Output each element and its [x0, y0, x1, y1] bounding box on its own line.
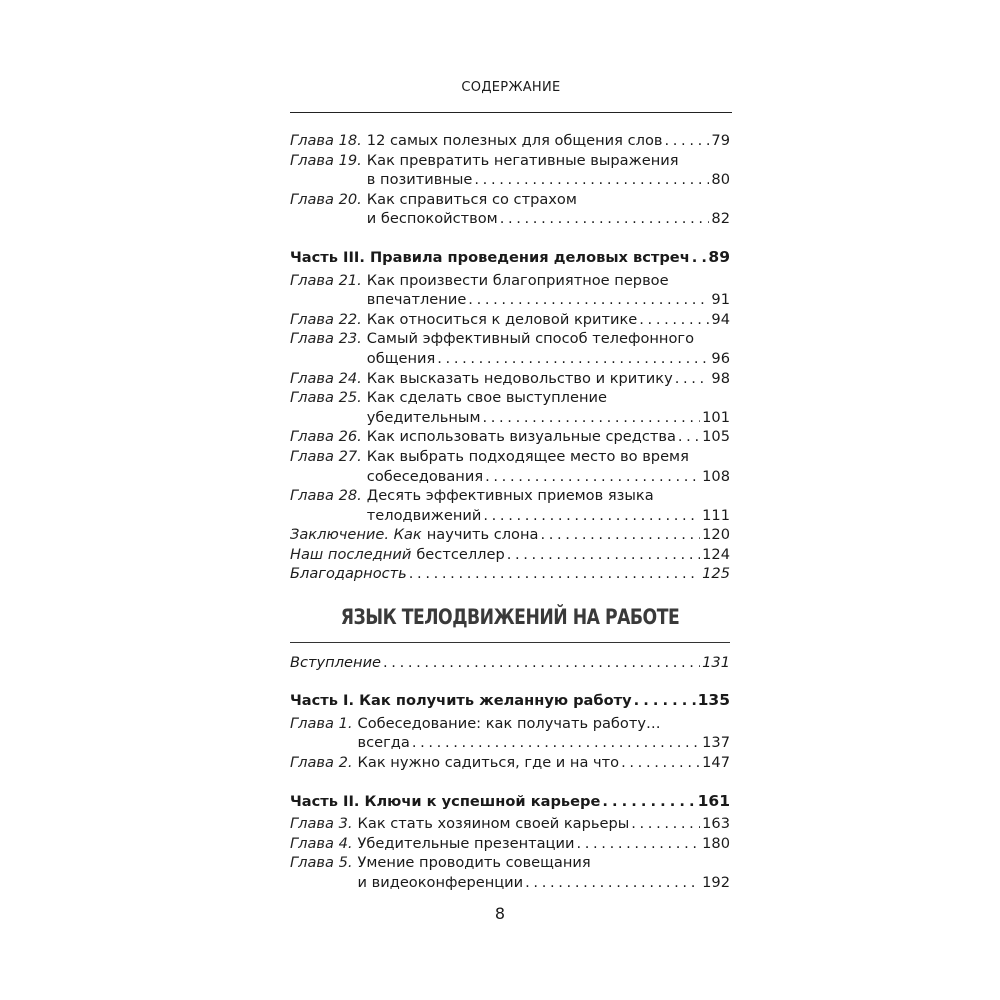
chapter-label: Наш последний — [290, 545, 412, 563]
toc-entry[interactable] — [290, 447, 730, 486]
header-rule — [290, 112, 732, 113]
toc-entry[interactable] — [290, 190, 730, 229]
toc-entry[interactable] — [290, 753, 730, 773]
leader-dots — [602, 792, 695, 812]
chapter-label: Глава 18. — [290, 132, 362, 149]
leader-dots — [540, 525, 700, 545]
chapter-label: Глава 21. — [290, 271, 362, 289]
chapter-label: Глава 25. — [290, 389, 362, 407]
page-ref: 94 — [711, 310, 730, 328]
running-header: СОДЕРЖАНИЕ — [461, 80, 561, 95]
page-ref: 89 — [708, 247, 730, 266]
entry-text: Убедительные презентации — [357, 834, 575, 852]
page-ref: 192 — [702, 874, 730, 891]
page-ref: 163 — [702, 815, 730, 833]
title-rule — [290, 642, 730, 643]
toc-entry[interactable] — [290, 151, 730, 190]
leader-dots — [409, 564, 700, 584]
toc-part-2[interactable] — [290, 792, 730, 812]
entry-text: Как относиться к деловой критике — [366, 310, 638, 328]
toc-part-3[interactable] — [290, 248, 730, 268]
book-title: ЯЗЫК ТЕЛОДВИЖЕНИЙ НА РАБОТЕ — [340, 605, 680, 630]
toc-entry[interactable] — [290, 564, 730, 584]
entry-text: Как превратить негативные выражения — [366, 151, 679, 169]
chapter-label: Глава 23. — [290, 330, 362, 348]
toc-entry[interactable] — [290, 271, 730, 310]
entry-text: убедительным — [366, 408, 481, 426]
toc-entry[interactable] — [290, 310, 730, 330]
leader-dots — [664, 131, 709, 151]
leader-dots — [675, 369, 710, 389]
entry-text: Как сделать свое выступление — [366, 389, 607, 407]
toc-entry[interactable] — [290, 369, 730, 389]
entry-text: впечатление — [366, 291, 467, 309]
table-of-contents — [290, 131, 730, 893]
page-ref: 111 — [702, 506, 730, 524]
page-ref: 82 — [711, 210, 730, 228]
chapter-label: Глава 24. — [290, 369, 362, 387]
chapter-label: Глава 27. — [290, 447, 362, 465]
page-number: 8 — [494, 904, 506, 923]
chapter-label: Глава 2. — [290, 754, 353, 772]
chapter-label: Глава 5. — [290, 854, 353, 872]
page-ref: 147 — [702, 754, 730, 772]
entry-text: Как стать хозяином своей карьеры — [357, 815, 630, 833]
leader-dots — [412, 733, 700, 753]
toc-entry[interactable] — [290, 714, 730, 753]
leader-dots — [507, 545, 700, 565]
leader-dots — [692, 248, 707, 268]
entry-text: Самый эффективный способ телефонного — [366, 330, 695, 348]
page-ref: 79 — [711, 132, 730, 149]
leader-dots — [639, 310, 709, 330]
entry-text: телодвижений — [366, 506, 482, 524]
leader-dots — [525, 873, 700, 893]
page-ref: 125 — [702, 565, 730, 583]
page-ref: 96 — [711, 349, 730, 367]
chapter-label: Глава 3. — [290, 815, 353, 833]
toc-entry[interactable] — [290, 545, 730, 565]
entry-text: 12 самых полезных для общения слов — [366, 132, 663, 149]
leader-dots — [468, 290, 709, 310]
toc-entry[interactable] — [290, 814, 730, 834]
page-ref: 105 — [702, 428, 730, 446]
entry-text: всегда — [357, 734, 410, 752]
entry-text: собеседования — [366, 467, 484, 485]
part-title: Часть II. Ключи к успешной карьере — [290, 792, 601, 810]
entry-text: Вступление — [290, 653, 382, 671]
page-ref: 135 — [697, 691, 730, 710]
leader-dots — [631, 814, 700, 834]
toc-group — [290, 271, 730, 585]
entry-text: и видеоконференции — [357, 874, 524, 891]
page-ref: 161 — [697, 791, 730, 810]
leader-dots — [437, 349, 709, 369]
leader-dots — [483, 506, 700, 526]
page-ref: 180 — [702, 834, 730, 852]
toc-entry[interactable] — [290, 834, 730, 854]
chapter-label: Глава 26. — [290, 428, 362, 446]
entry-text: общения — [366, 349, 436, 367]
toc-group — [290, 814, 730, 892]
toc-group — [290, 714, 730, 773]
entry-text: Десять эффективных приемов языка — [366, 487, 654, 505]
toc-entry[interactable] — [290, 388, 730, 427]
toc-group — [290, 131, 730, 229]
entry-text: Как высказать недовольство и критику — [366, 369, 673, 387]
leader-dots — [678, 427, 700, 447]
part-title: Часть III. Правила проведения деловых встреч — [290, 248, 690, 266]
leader-dots — [482, 408, 700, 428]
chapter-label: Заключение. Как — [290, 526, 422, 544]
page-ref: 108 — [702, 467, 730, 485]
entry-text: Как произвести благоприятное первое — [366, 271, 669, 289]
entry-text: Собеседование: как получать работу… — [357, 714, 661, 732]
chapter-label: Глава 19. — [290, 151, 362, 169]
page-ref: 131 — [702, 653, 730, 671]
page-ref: 91 — [711, 291, 730, 309]
leader-dots — [576, 834, 700, 854]
entry-text: научить слона — [426, 526, 539, 544]
toc-part-1[interactable] — [290, 691, 730, 711]
toc-intro[interactable] — [290, 653, 730, 673]
entry-text: Как справиться со страхом — [366, 190, 577, 208]
page-ref: 98 — [711, 369, 730, 387]
part-title: Часть I. Как получить желанную работу — [290, 692, 632, 710]
chapter-label: Глава 4. — [290, 834, 353, 852]
chapter-label: Глава 1. — [290, 714, 353, 732]
page-ref: 120 — [702, 526, 730, 544]
toc-entry[interactable] — [290, 329, 730, 368]
leader-dots — [621, 753, 700, 773]
entry-text: Как нужно садиться, где и на что — [357, 754, 620, 772]
entry-text: Умение проводить совещания — [357, 854, 591, 872]
leader-dots — [634, 691, 696, 711]
entry-text: бестселлер — [416, 545, 505, 563]
chapter-label: Глава 28. — [290, 487, 362, 505]
leader-dots — [474, 170, 709, 190]
leader-dots — [485, 467, 700, 487]
page-ref: 80 — [711, 171, 730, 189]
toc-entry[interactable] — [290, 131, 730, 151]
chapter-label: Глава 20. — [290, 190, 362, 208]
page-ref: 137 — [702, 734, 730, 752]
entry-text: Как использовать визуальные средства — [366, 428, 676, 446]
entry-text: и беспокойством — [366, 210, 498, 228]
entry-text: в позитивные — [366, 171, 473, 189]
entry-text: Благодарность — [290, 565, 407, 583]
chapter-label: Глава 22. — [290, 310, 362, 328]
toc-entry[interactable] — [290, 853, 730, 892]
entry-text: Как выбрать подходящее место во время — [366, 447, 689, 465]
toc-entry[interactable] — [290, 525, 730, 545]
page-ref: 124 — [702, 545, 730, 563]
page-ref: 101 — [702, 408, 730, 426]
toc-entry[interactable] — [290, 486, 730, 525]
leader-dots — [500, 209, 710, 229]
toc-entry[interactable] — [290, 427, 730, 447]
leader-dots — [383, 653, 700, 673]
